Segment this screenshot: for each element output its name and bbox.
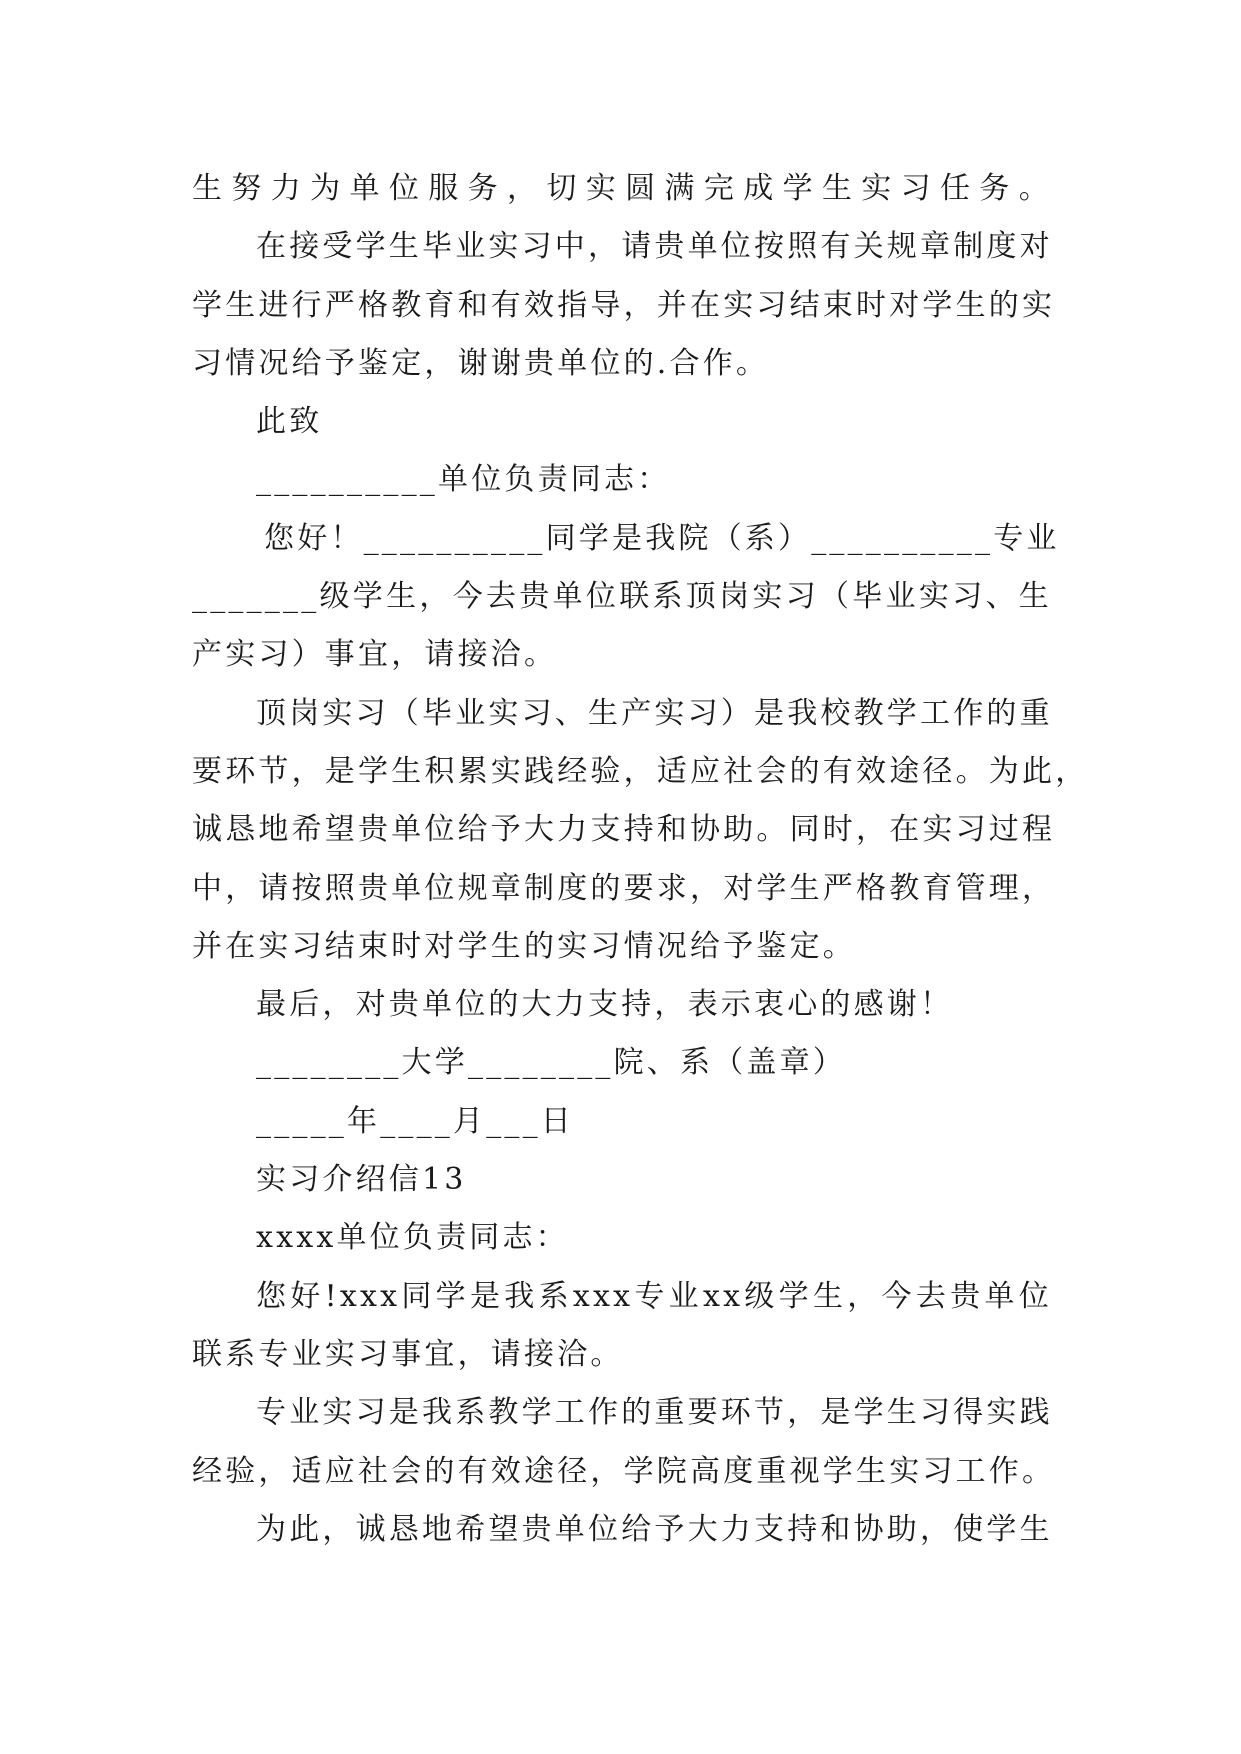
- date-line: _____年____月___日: [256, 1103, 574, 1139]
- paragraph-line: _______级学生，今去贵单位联系顶岗实习（毕业实习、生: [192, 579, 1052, 615]
- paragraph-line: 生努力为单位服务，切实圆满完成学生实习任务。: [192, 171, 1052, 206]
- paragraph-line: 产实习）事宜，请接洽。: [192, 637, 558, 673]
- addressee-line: __________单位负责同志：: [256, 462, 671, 498]
- paragraph-line: 诚恳地希望贵单位给予大力支持和协助。同时，在实习过程: [192, 812, 1056, 848]
- thanks-line: 最后，对贵单位的大力支持，表示衷心的感谢！: [256, 987, 954, 1023]
- paragraph-line: 联系专业实习事宜，请接洽。: [192, 1336, 624, 1372]
- paragraph-line: 在接受学生毕业实习中，请贵单位按照有关规章制度对: [256, 229, 1053, 265]
- greeting-line: 您好!xxx同学是我系xxx专业xx级学生，今去贵单位: [256, 1278, 1052, 1314]
- salutation-line: 此致: [256, 404, 323, 440]
- addressee-line: xxxx单位负责同志：: [256, 1220, 569, 1256]
- paragraph-line: 中，请按照贵单位规章制度的要求，对学生严格教育管理，: [192, 870, 1056, 906]
- paragraph-line: 顶岗实习（毕业实习、生产实习）是我校教学工作的重: [256, 695, 1053, 731]
- signature-line: ________大学________院、系（盖章）: [256, 1045, 846, 1081]
- paragraph-line: 为此，诚恳地希望贵单位给予大力支持和协助，使学生: [256, 1511, 1053, 1547]
- letter-body: [192, 160, 1089, 1559]
- paragraph-line: 专业实习是我系教学工作的重要环节，是学生习得实践: [256, 1395, 1053, 1431]
- paragraph-line: 习情况给予鉴定，谢谢贵单位的.合作。: [192, 345, 770, 381]
- section-title: 实习介绍信13: [256, 1162, 467, 1198]
- paragraph-line: 并在实习结束时对学生的实习情况给予鉴定。: [192, 928, 856, 964]
- paragraph-line: 学生进行严格教育和有效指导，并在实习结束时对学生的实: [192, 287, 1056, 323]
- paragraph-line: 经验，适应社会的有效途径，学院高度重视学生实习工作。: [192, 1453, 1056, 1489]
- greeting-line: 您好！__________同学是我院（系）__________专业: [264, 520, 1060, 556]
- paragraph-line: 要环节，是学生积累实践经验，适应社会的有效途径。为此，: [192, 753, 1089, 789]
